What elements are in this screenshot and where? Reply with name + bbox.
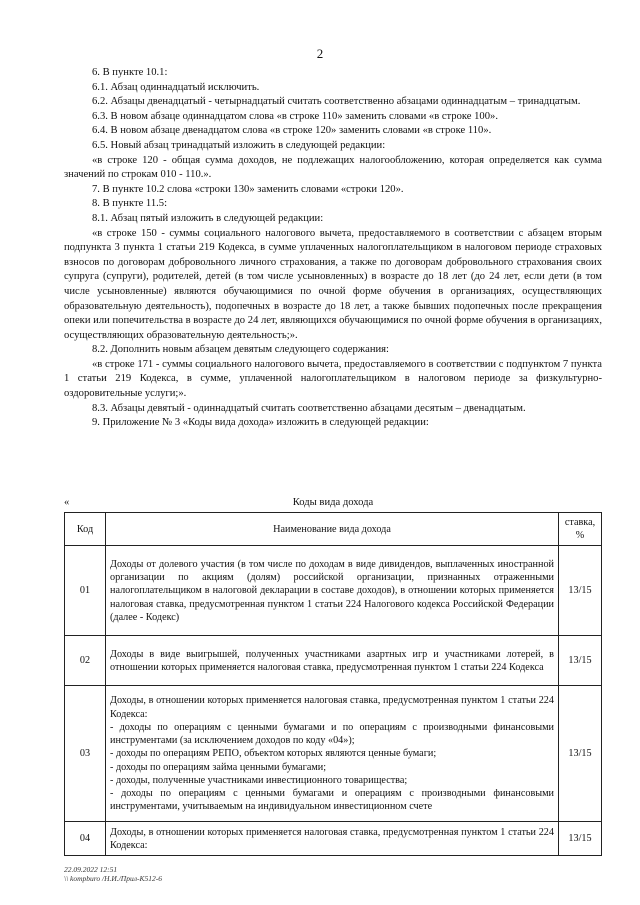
paragraph: 6.2. Абзацы двенадцатый - четырнадцатый считать соответственно абзацами одиннадцатым – тринадцатым.: [92, 96, 581, 108]
cell-code: 02: [65, 636, 106, 686]
cell-name: [106, 636, 559, 686]
paragraph: 8.2. Дополнить новым абзацем девятым следующего содержания:: [92, 344, 389, 356]
table-row: [65, 546, 602, 636]
cell-name: [106, 546, 559, 636]
cell-rate: 13/15: [559, 686, 602, 822]
paragraph: «в строке 120 - общая сумма доходов, не подлежащих налогообложению, которая определяется как сумма значений по строкам 010 - 110.».: [64, 154, 602, 181]
paragraph: 8.3. Абзацы девятый - одиннадцатый считать соответственно абзацами десятым – двенадцатым.: [92, 402, 526, 414]
income-codes-table: [64, 512, 602, 856]
paragraph: 7. В пункте 10.2 слова «строки 130» заменить словами «строки 120».: [92, 183, 404, 195]
paragraph: 6. В пункте 10.1:: [92, 67, 168, 78]
footer-timestamp: 22.09.2022 12:51: [64, 865, 118, 874]
paragraph: 8.1. Абзац пятый изложить в следующей редакции:: [92, 212, 324, 224]
opening-quote: «: [64, 497, 70, 508]
cell-name-line: - доходы по операциям с ценными бумагами и по операциям с производными финансовыми инструментами (за исключением доходов по коду «04»);: [110, 721, 554, 747]
cell-rate: 13/15: [559, 822, 602, 856]
cell-name: [106, 822, 559, 856]
document-body: [64, 66, 602, 431]
cell-name-line: Доходы в виде выигрышей, полученных участниками азартных игр и участниками лотерей, в отношении которых применяется налоговая ставка, предусмотренная пунктом 1 статьи 224 Кодекса: [110, 648, 554, 673]
table-header-row: [65, 513, 602, 546]
cell-code: 04: [65, 822, 106, 856]
cell-name-line: Доходы, в отношении которых применяется налоговая ставка, предусмотренная пунктом 1 статьи 224 Кодекса:: [110, 826, 554, 851]
paragraph: «в строке 171 - суммы социального налогового вычета, предоставляемого в соответствии с подпунктом 7 пункта 1 статьи 219 Кодекса, в сумме, уплаченной налогоплательщиком в налоговом периоде за физкультурно-оздоровительные услуги;».: [64, 358, 602, 400]
paragraph: «в строке 150 - суммы социального налогового вычета, предоставляемого в соответствии с абзацем вторым подпункта 3 пункта 1 статьи 219 Кодекса, в сумме уплаченных налогоплательщиком в налоговом периоде страховых взносов по договорам добровольного личного страхования, а также по договорам добровольного страхования своих супруга (супруги), родителей, детей (в том числе усыновленных) в возрасте до 18 лет (до 24 лет, если дети (в том числе усыновленные) являются обучающимися по очной форме обучения в организациях, осуществляющих образовательную деятельность), подопечных в возрасте до 18 лет, а также бывших подопечных после прекращения опеки или попечительства в возрасте до 24 лет, являющихся обучающимися по очной форме обучения в организациях, осуществляющих образовательную деятельность;».: [64, 227, 602, 341]
paragraph: 9. Приложение № 3 «Коды вида дохода» изложить в следующей редакции:: [92, 417, 429, 429]
cell-name: [106, 686, 559, 822]
cell-name-line: - доходы по операциям с ценными бумагами и операциям с производными финансовыми инструментами, учитываемым на индивидуальном инвестиционном счете: [110, 787, 554, 813]
cell-rate: 13/15: [559, 546, 602, 636]
cell-code: 01: [65, 546, 106, 636]
cell-name-line: - доходы, полученные участниками инвестиционного товарищества;: [110, 774, 408, 786]
cell-name-line: Доходы от долевого участия (в том числе по доходам в виде дивидендов, выплаченных иностранной организации по акциям (долям) российской организации, признанных отраженными налогоплательщиком в налоговой декларации в составе доходов), в отношении которых применяется налоговая ставка, предусмотренная пунктом 1 статьи 224 Налогового кодекса Российской Федерации (далее - Кодекс): [110, 558, 554, 623]
cell-code: 03: [65, 686, 106, 822]
table-row: [65, 636, 602, 686]
paragraph: 6.4. В новом абзаце двенадцатом слова «в строке 120» заменить словами «в строке 110».: [92, 125, 492, 137]
paragraph: 6.5. Новый абзац тринадцатый изложить в следующей редакции:: [92, 139, 386, 151]
table-title: Коды вида дохода: [292, 497, 374, 508]
cell-name-line: - доходы по операциям РЕПО, объектом которых являются ценные бумаги;: [110, 748, 437, 760]
cell-name-line: - доходы по операциям займа ценными бумагами;: [110, 761, 327, 773]
header-code: Код: [65, 513, 106, 546]
paragraph: 6.1. Абзац одиннадцатый исключить.: [92, 81, 260, 93]
table-caption-row: [64, 497, 602, 511]
footer-file-path: \\ kompburo /Н.И./Прил-К512-6: [64, 874, 162, 883]
table-row: [65, 822, 602, 856]
paragraph: 8. В пункте 11.5:: [92, 198, 168, 210]
document-footer: [64, 865, 162, 883]
cell-name-line: Доходы, в отношении которых применяется налоговая ставка, предусмотренная пунктом 1 статьи 224 Кодекса:: [110, 695, 554, 720]
header-rate: ставка, %: [559, 513, 602, 546]
header-name: Наименование вида дохода: [106, 513, 559, 546]
page-number: 2: [316, 46, 324, 61]
table-row: [65, 686, 602, 822]
cell-rate: 13/15: [559, 636, 602, 686]
paragraph: 6.3. В новом абзаце одиннадцатом слова «в строке 110» заменить словами «в строке 100».: [92, 110, 498, 122]
